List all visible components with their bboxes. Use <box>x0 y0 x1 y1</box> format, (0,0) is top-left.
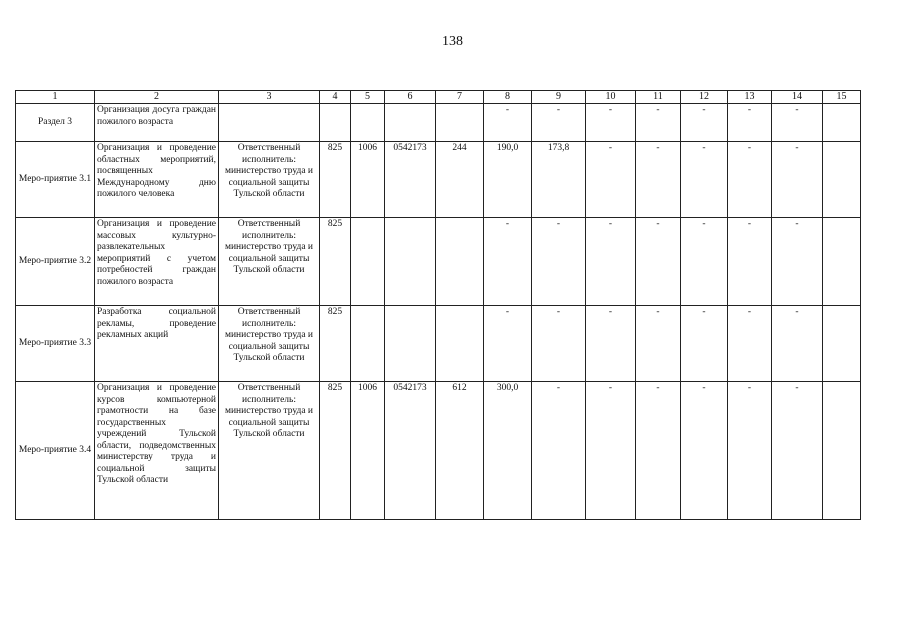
cell-value <box>823 306 861 382</box>
header-cell: 8 <box>484 91 532 104</box>
cell-value <box>823 218 861 306</box>
row-name: Меро-приятие 3.4 <box>16 382 95 520</box>
row-responsible: Ответственный исполнитель: министерство труда и социальной защиты Тульской области <box>219 218 320 306</box>
table-row <box>16 306 861 382</box>
row-description: Разработка социальной рекламы, проведение рекламных акций <box>95 306 219 382</box>
cell-value: - <box>681 382 728 520</box>
header-cell: 15 <box>823 91 861 104</box>
cell-value: - <box>532 218 586 306</box>
cell-value: 190,0 <box>484 142 532 218</box>
cell-value: - <box>586 382 636 520</box>
cell-admin-code: 825 <box>320 142 351 218</box>
cell-value: - <box>728 306 772 382</box>
cell-value: - <box>636 306 681 382</box>
cell-value: - <box>586 142 636 218</box>
cell-value: - <box>728 382 772 520</box>
header-cell: 11 <box>636 91 681 104</box>
cell-value: - <box>728 104 772 142</box>
cell-value: - <box>681 218 728 306</box>
header-cell: 6 <box>385 91 436 104</box>
cell-value: - <box>681 104 728 142</box>
row-name: Меро-приятие 3.1 <box>16 142 95 218</box>
cell-section-code <box>351 306 385 382</box>
cell-value: - <box>636 218 681 306</box>
cell-section-code: 1006 <box>351 382 385 520</box>
header-cell: 4 <box>320 91 351 104</box>
row-description: Организация досуга граждан пожилого возраста <box>95 104 219 142</box>
row-responsible: Ответственный исполнитель: министерство труда и социальной защиты Тульской области <box>219 142 320 218</box>
header-cell: 13 <box>728 91 772 104</box>
row-description: Организация и проведение массовых культурно-развлекательных мероприятий с учетом потребностей граждан пожилого возраста <box>95 218 219 306</box>
cell-value: - <box>681 306 728 382</box>
cell-value <box>823 142 861 218</box>
header-cell: 1 <box>16 91 95 104</box>
header-cell: 12 <box>681 91 728 104</box>
cell-target-code <box>385 306 436 382</box>
cell-target-code: 0542173 <box>385 382 436 520</box>
cell-expense-code <box>436 218 484 306</box>
cell-value: - <box>532 382 586 520</box>
cell-value: - <box>728 218 772 306</box>
cell-section-code <box>351 218 385 306</box>
cell-target-code <box>385 104 436 142</box>
header-cell: 10 <box>586 91 636 104</box>
cell-value: - <box>728 142 772 218</box>
cell-value <box>823 104 861 142</box>
page-number: 138 <box>442 34 463 49</box>
cell-expense-code <box>436 306 484 382</box>
cell-value <box>823 382 861 520</box>
cell-section-code: 1006 <box>351 142 385 218</box>
row-name: Меро-приятие 3.3 <box>16 306 95 382</box>
header-row <box>16 91 861 104</box>
row-name: Меро-приятие 3.2 <box>16 218 95 306</box>
cell-value: - <box>636 104 681 142</box>
cell-value: - <box>772 218 823 306</box>
header-cell: 2 <box>95 91 219 104</box>
table-row <box>16 218 861 306</box>
cell-expense-code: 612 <box>436 382 484 520</box>
cell-value: - <box>484 104 532 142</box>
cell-value: 173,8 <box>532 142 586 218</box>
row-description: Организация и проведение областных мероприятий, посвященных Международному дню пожилого человека <box>95 142 219 218</box>
header-cell: 7 <box>436 91 484 104</box>
header-cell: 3 <box>219 91 320 104</box>
table-row <box>16 142 861 218</box>
cell-value: - <box>484 218 532 306</box>
cell-admin-code <box>320 104 351 142</box>
cell-value: - <box>484 306 532 382</box>
cell-value: - <box>532 104 586 142</box>
cell-value: - <box>636 142 681 218</box>
cell-value: - <box>636 382 681 520</box>
row-name: Раздел 3 <box>16 104 95 142</box>
cell-value: - <box>772 142 823 218</box>
table-row <box>16 104 861 142</box>
row-responsible: Ответственный исполнитель: министерство труда и социальной защиты Тульской области <box>219 306 320 382</box>
header-cell: 9 <box>532 91 586 104</box>
row-description: Организация и проведение курсов компьютерной грамотности на базе государственных учреждений Тульской области, подведомственных министерству труда и социальной защиты Тульской области <box>95 382 219 520</box>
cell-value: - <box>586 104 636 142</box>
cell-value: - <box>772 382 823 520</box>
cell-admin-code: 825 <box>320 218 351 306</box>
cell-target-code <box>385 218 436 306</box>
cell-value: - <box>532 306 586 382</box>
cell-value: - <box>586 218 636 306</box>
cell-value: - <box>772 104 823 142</box>
header-cell: 5 <box>351 91 385 104</box>
cell-target-code: 0542173 <box>385 142 436 218</box>
program-table <box>15 90 861 520</box>
cell-value: - <box>586 306 636 382</box>
row-responsible <box>219 104 320 142</box>
cell-admin-code: 825 <box>320 382 351 520</box>
cell-expense-code <box>436 104 484 142</box>
cell-expense-code: 244 <box>436 142 484 218</box>
cell-admin-code: 825 <box>320 306 351 382</box>
cell-section-code <box>351 104 385 142</box>
table-row <box>16 382 861 520</box>
cell-value: - <box>681 142 728 218</box>
row-responsible: Ответственный исполнитель: министерство труда и социальной защиты Тульской области <box>219 382 320 520</box>
header-cell: 14 <box>772 91 823 104</box>
cell-value: - <box>772 306 823 382</box>
cell-value: 300,0 <box>484 382 532 520</box>
